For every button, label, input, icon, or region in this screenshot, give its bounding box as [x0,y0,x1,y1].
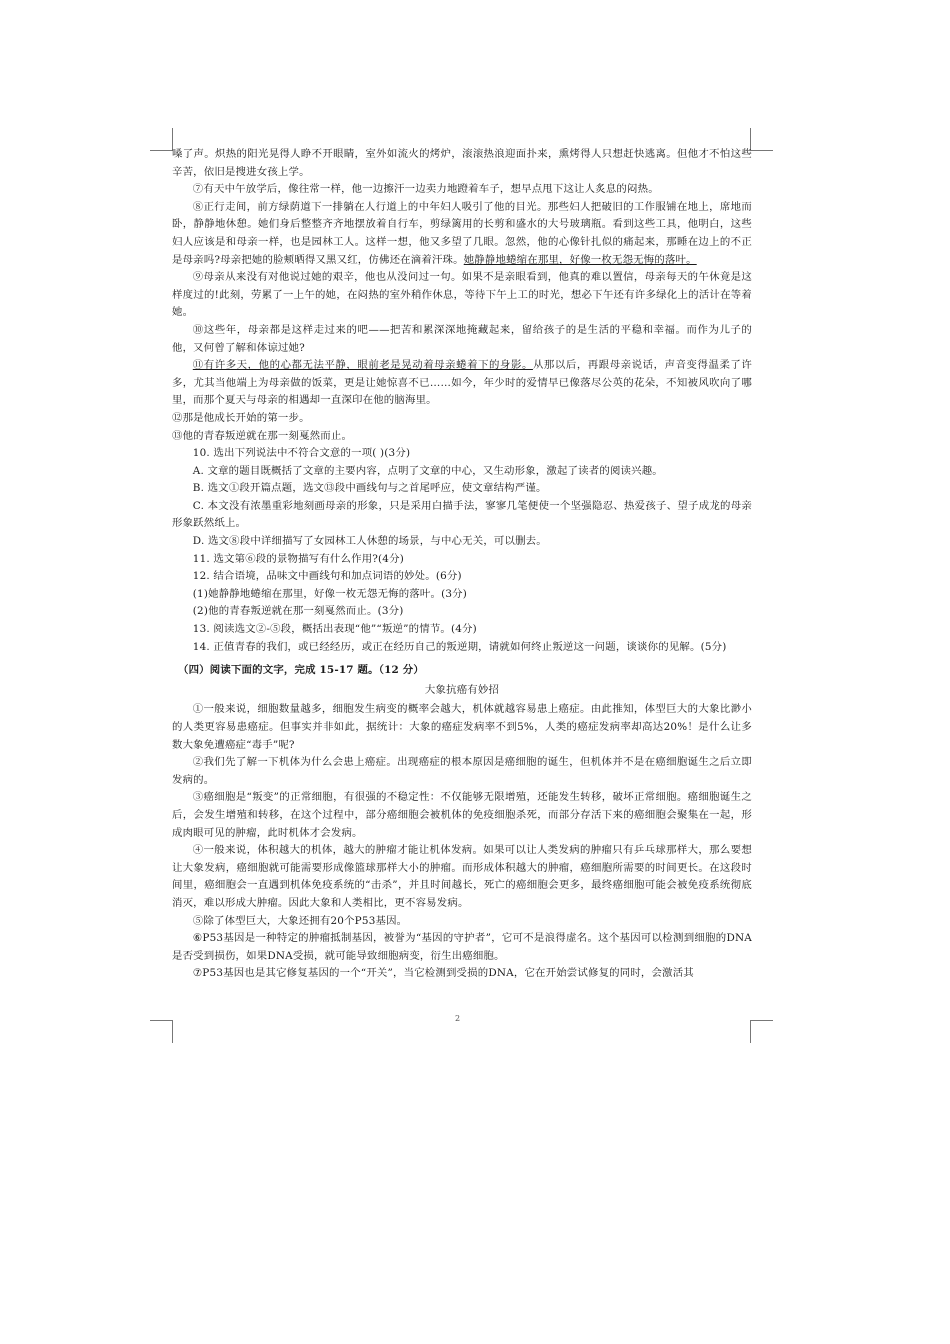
article-paragraph-6: ⑥P53基因是一种特定的肿瘤抵制基因，被誉为“基因的守护者”，它可不是浪得虚名。这个基因可以检测到细胞的DNA是否受到损伤，如果DNA受损，就可能导致细胞病变，衍生出癌细胞。 [172,932,752,962]
underlined-sentence-leaf: 她静静地蜷缩在那里，好像一枚无怨无悔的落叶。 [463,253,697,266]
question-10: 10. 选出下列说法中不符合文意的一项( )(3分) [192,447,411,460]
article-paragraph-1: ①一般来说，细胞数量越多，细胞发生病变的概率会越大，机体就越容易患上癌症。由此推知，体型巨大的大象比渺小的人类更容易患癌症。但事实并非如此，据统计：大象的癌症发病率不到5%，人类的癌症发病率却高达20%！是什么让多数大象免遭癌症“毒手”呢? [172,703,752,751]
paragraph-13: ⑬他的青春叛逆就在那一刻戛然而止。 [172,429,353,442]
question-10-option-b: B. 选文①段开篇点题，选文⑬段中画线句与之首尾呼应，使文章结构严谨。 [192,482,547,495]
question-14: 14. 正值青春的我们，或已经经历，或正在经历自己的叛逆期，请就如何终止叛逆这一问题，谈谈你的见解。(5分) [192,640,727,653]
paragraph-10: ⑩这些年，母亲都是这样走过来的吧——把苦和累深深地掩藏起来，留给孩子的是生活的平稳和幸福。而作为儿子的他，又何曾了解和体谅过她? [172,323,752,354]
paragraph-11 [172,357,752,410]
question-10-option-a: A. 文章的题目既概括了文章的主要内容，点明了文章的中心，又生动形象，激起了读者的阅读兴趣。 [192,464,663,477]
question-13: 13. 阅读选文②-⑤段，概括出表现“他”“叛逆”的情节。(4分) [192,623,477,636]
crop-mark-bottom-left [150,1020,173,1043]
paragraph-11-text: 从那以后，再跟母亲说话，声音变得温柔了许多，尤其当他端上为母亲做的饭菜，更是让她惊喜不已……如今，年少时的爱情早已像落尽公英的花朵，不知被风吹向了哪里，而那个夏天与母亲的相遇却一直深印在他的脑海里。 [172,359,752,407]
article-paragraph-3: ③癌细胞是“叛变”的正常细胞，有很强的不稳定性：不仅能够无限增殖，还能发生转移，破坏正常细胞。癌细胞诞生之后，会发生增殖和转移，在这个过程中，部分癌细胞会被机体的免疫细胞杀死，而部分存活下来的癌细胞会聚集在一起，形成肉眼可见的肿瘤，此时机体才会发病。 [172,791,752,839]
paragraph-7: ⑦有天中午放学后，像往常一样，他一边擦汗一边卖力地蹬着车子，想早点甩下这让人炙息的闷热。 [192,183,659,196]
paragraph-9: ⑨母亲从来没有对他说过她的艰辛，他也从没问过一句。如果不是亲眼看到，他真的难以置信，母亲每天的午休竟是这样度过的!此刻，劳累了一上午的她，在闷热的室外稍作休息，等待下午上工的时光，想必下午还有许多绿化上的活计在等着她。 [172,271,752,319]
page-body [172,146,752,983]
article-paragraph-2: ②我们先了解一下机体为什么会患上癌症。出现癌症的根本原因是癌细胞的诞生，但机体并不是在癌细胞诞生之后立即发病的。 [172,756,752,786]
underlined-sentence-mother-shadow: ⑪有许多天，他的心都无法平静，眼前老是晃动着母亲蜷着下的身影。 [192,359,533,372]
question-10-option-c: C. 本文没有浓墨重彩地刻画母亲的形象，只是采用白描手法，寥寥几笔便使一个坚强隐忍、热爱孩子、望子成龙的母亲形象跃然纸上。 [172,499,752,530]
paragraph-8 [172,199,752,269]
crop-mark-top-left [150,128,173,151]
article-paragraph-5: ⑤除了体型巨大，大象还拥有20个P53基因。 [192,914,408,927]
question-12-part-2: (2)他的青春叛逆就在那一刻戛然而止。(3分) [192,605,404,618]
paragraph-8-text: ⑧正行走间，前方绿荫道下一排躺在人行道上的中年妇人吸引了他的目光。那些妇人把破旧的工作服铺在地上，席地而卧，静静地休憩。她们身后整整齐齐地摆放着自行车，剪绿篱用的长剪和盛水的大号玻璃瓶。看到这些工具，他明白，这些妇人应该是和母亲一样，也是园林工人。这样一想，他又多望了几眼。忽然，他的心像针扎似的痛起来，那睡在边上的不正是母亲吗?母亲把她的脸颊晒得又黑又红，仿佛还在滴着汗珠。 [172,200,752,266]
paragraph-12: ⑫那是他成长开始的第一步。 [172,411,310,424]
article-title: 大象抗癌有妙招 [424,683,500,696]
section-4-heading: （四）阅读下面的文字，完成 15-17 题。（12 分） [178,664,424,677]
question-12: 12. 结合语境，品味文中画线句和加点词语的妙处。(6分) [192,570,462,583]
paragraph-continued: 嗓了声。炽热的阳光晃得人睁不开眼睛，室外如流火的烤炉，滚滚热浪迎面扑来，熏烤得人只想赶快逃离。但他才不怕这些辛苦，依旧是搜进女孩上学。 [172,148,752,178]
crop-mark-bottom-right [750,1020,773,1043]
question-12-part-1: (1)她静静地蜷缩在那里，好像一枚无怨无悔的落叶。(3分) [192,587,468,600]
crop-mark-top-right [750,128,773,151]
article-paragraph-7: ⑦P53基因也是其它修复基因的一个“开关”，当它检测到受损的DNA，它在开始尝试修复的同时，会激活其 [192,967,694,980]
article-paragraph-4: ④一般来说，体积越大的机体，越大的肿瘤才能让机体发病。如果可以让人类发病的肿瘤只有乒乓球那样大，那么要想让大象发病，癌细胞就可能需要形成像篮球那样大小的肿瘤。而形成体积越大的肿瘤，癌细胞所需要的时间更长。在这段时间里，癌细胞会一直遇到机体免疫系统的“击杀”，并且时间越长，死亡的癌细胞会更多，最终癌细胞可能会被免疫系统彻底消灭，难以形成大肿瘤。因此大象和人类相比，更不容易发病。 [172,844,752,909]
question-10-option-d: D. 选文⑧段中详细描写了女园林工人休憩的场景，与中心无关，可以删去。 [192,535,547,548]
page-number: 2 [455,1014,461,1023]
question-11: 11. 选文第⑥段的景物描写有什么作用?(4分) [192,552,404,565]
